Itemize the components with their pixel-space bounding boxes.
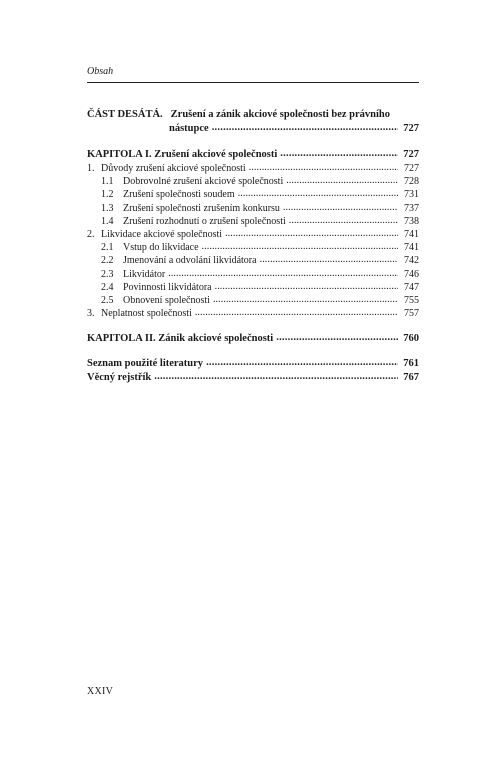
part-page: 727 bbox=[403, 123, 419, 134]
part-title-line1: Zrušení a zánik akciové společnosti bez právního bbox=[170, 109, 391, 120]
part-title-line2: nástupce bbox=[169, 123, 209, 134]
dot-leader bbox=[213, 293, 398, 306]
index-label: Věcný rejstřík bbox=[87, 372, 152, 384]
entry-number: 1.2 bbox=[101, 189, 114, 201]
toc-entry bbox=[87, 307, 419, 320]
header-divider bbox=[87, 82, 419, 83]
chapter-2-page: 760 bbox=[403, 333, 419, 345]
dot-leader bbox=[212, 121, 398, 135]
dot-leader bbox=[215, 280, 398, 293]
entry-number: 1. bbox=[87, 163, 95, 174]
dot-leader bbox=[276, 331, 398, 345]
entry-title: Dobrovolné zrušení akciové společnosti bbox=[123, 176, 284, 188]
entry-page: 755 bbox=[404, 294, 419, 306]
entry-number: 2.4 bbox=[101, 281, 114, 293]
entry-number: 1.4 bbox=[101, 215, 114, 227]
entry-page: 757 bbox=[404, 308, 419, 320]
entry-number: 1.1 bbox=[101, 176, 114, 188]
entry-number: 1.3 bbox=[101, 202, 114, 214]
entry-page: 741 bbox=[404, 242, 419, 254]
entry-number: 3. bbox=[87, 308, 95, 320]
toc-chapter-2 bbox=[87, 332, 419, 346]
chapter-1-page: 727 bbox=[403, 149, 419, 160]
dot-leader bbox=[206, 356, 398, 370]
table-of-contents bbox=[87, 108, 419, 385]
entry-number: 2.3 bbox=[101, 268, 114, 280]
dot-leader bbox=[154, 370, 398, 384]
entry-title: Likvidátor bbox=[123, 268, 166, 280]
entry-title: Povinnosti likvidátora bbox=[123, 281, 212, 293]
dot-leader bbox=[202, 240, 398, 253]
entry-number: 2.5 bbox=[101, 294, 114, 306]
dot-leader bbox=[283, 201, 398, 214]
literature-page: 761 bbox=[403, 358, 419, 370]
dot-leader bbox=[289, 214, 398, 227]
entry-number: 2.1 bbox=[101, 242, 114, 254]
literature-label: Seznam použité literatury bbox=[87, 358, 204, 370]
toc-literature bbox=[87, 357, 419, 371]
part-label: ČÁST DESÁTÁ. bbox=[87, 109, 163, 120]
entry-title: Jmenování a odvolání likvidátora bbox=[123, 255, 257, 267]
chapter-2-label: KAPITOLA II. Zánik akciové společnosti bbox=[87, 333, 274, 345]
entry-title: Zrušení rozhodnutí o zrušení společnosti bbox=[123, 215, 286, 227]
entry-page: 742 bbox=[404, 255, 419, 267]
entry-page: 737 bbox=[404, 202, 419, 214]
entry-title: Likvidace akciové společnosti bbox=[101, 228, 223, 240]
entry-page: 731 bbox=[404, 189, 419, 201]
page-number: XXIV bbox=[87, 686, 114, 697]
toc-index bbox=[87, 371, 419, 385]
dot-leader bbox=[249, 161, 398, 174]
running-header: Obsah bbox=[87, 66, 114, 77]
dot-leader bbox=[168, 267, 398, 280]
entry-page: 727 bbox=[404, 163, 419, 174]
entry-page: 746 bbox=[404, 268, 419, 280]
dot-leader bbox=[286, 174, 398, 187]
entry-page: 741 bbox=[404, 228, 419, 240]
entry-title: Zrušení společnosti zrušením konkursu bbox=[123, 202, 280, 214]
entry-number: 2. bbox=[87, 228, 95, 240]
dot-leader bbox=[225, 227, 398, 240]
dot-leader bbox=[260, 253, 398, 266]
dot-leader bbox=[195, 306, 398, 319]
entry-page: 728 bbox=[404, 176, 419, 188]
entry-title: Vstup do likvidace bbox=[123, 242, 199, 254]
toc-part-entry bbox=[87, 108, 419, 136]
entry-page: 738 bbox=[404, 215, 419, 227]
dot-leader bbox=[238, 187, 398, 200]
entry-title: Obnovení společnosti bbox=[123, 294, 210, 306]
entry-number: 2.2 bbox=[101, 255, 114, 267]
entry-page: 747 bbox=[404, 281, 419, 293]
toc-chapter-1 bbox=[87, 148, 419, 162]
chapter-1-label: KAPITOLA I. Zrušení akciové společnosti bbox=[87, 149, 278, 160]
dot-leader bbox=[280, 147, 398, 161]
entry-title: Zrušení společnosti soudem bbox=[123, 189, 235, 201]
entry-title: Neplatnost společnosti bbox=[101, 308, 192, 320]
entry-title: Důvody zrušení akciové společnosti bbox=[101, 163, 246, 174]
index-page: 767 bbox=[403, 372, 419, 384]
